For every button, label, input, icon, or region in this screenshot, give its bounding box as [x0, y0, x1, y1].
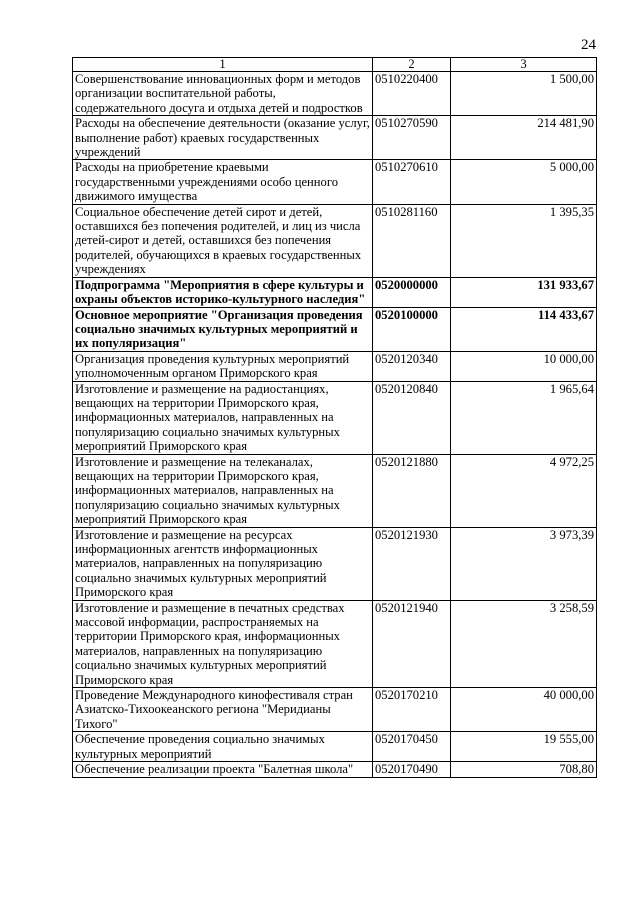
table-row — [73, 116, 597, 160]
row-name-cell: Организация проведения культурных мероприятий уполномоченным органом Приморского края — [73, 351, 373, 381]
table-row — [73, 160, 597, 204]
row-code-cell: 0510270590 — [373, 116, 451, 160]
row-name-cell: Основное мероприятие "Организация проведения социально значимых культурных мероприятий и их популяризация" — [73, 307, 373, 351]
row-amount-cell: 19 555,00 — [451, 732, 597, 762]
row-code-cell: 0520121940 — [373, 600, 451, 687]
row-code-cell: 0520121880 — [373, 454, 451, 527]
column-header-3: 3 — [451, 58, 597, 72]
row-name-cell: Изготовление и размещение на ресурсах информационных агентств информационных материалов, направленных на популяризацию социально значимых культурных мероприятий Приморского края — [73, 527, 373, 600]
table-row — [73, 762, 597, 777]
row-amount-cell: 131 933,67 — [451, 277, 597, 307]
row-code-cell: 0520120840 — [373, 381, 451, 454]
table-header-row — [73, 58, 597, 72]
row-name-cell: Изготовление и размещение на радиостанциях, вещающих на территории Приморского края, информационных материалов, направленных на популяризацию социально значимых культурных мероприятий Приморского края — [73, 381, 373, 454]
row-name-cell: Обеспечение реализации проекта "Балетная школа" — [73, 762, 373, 777]
row-code-cell: 0510220400 — [373, 72, 451, 116]
row-amount-cell: 3 258,59 — [451, 600, 597, 687]
table-row — [73, 600, 597, 687]
row-name-cell: Социальное обеспечение детей сирот и детей, оставшихся без попечения родителей, и лиц из числа детей-сирот и детей, оставшихся без попечения родителей, обучающихся в краевых государственных учреждениях — [73, 204, 373, 277]
row-code-cell: 0520100000 — [373, 307, 451, 351]
row-amount-cell: 708,80 — [451, 762, 597, 777]
table-row — [73, 351, 597, 381]
table-row — [73, 454, 597, 527]
row-name-cell: Обеспечение проведения социально значимых культурных мероприятий — [73, 732, 373, 762]
row-amount-cell: 10 000,00 — [451, 351, 597, 381]
table-row — [73, 381, 597, 454]
row-name-cell: Совершенствование инновационных форм и методов организации воспитательной работы, содержательного досуга и отдыха детей и подростков — [73, 72, 373, 116]
row-name-cell: Проведение Международного кинофестиваля стран Азиатско-Тихоокеанского региона "Меридианы Тихого" — [73, 688, 373, 732]
row-amount-cell: 4 972,25 — [451, 454, 597, 527]
row-amount-cell: 1 965,64 — [451, 381, 597, 454]
row-code-cell: 0520170450 — [373, 732, 451, 762]
row-code-cell: 0520170210 — [373, 688, 451, 732]
budget-table — [72, 57, 597, 778]
column-header-2: 2 — [373, 58, 451, 72]
table-row — [73, 732, 597, 762]
row-amount-cell: 5 000,00 — [451, 160, 597, 204]
table-row — [73, 72, 597, 116]
row-name-cell: Изготовление и размещение в печатных средствах массовой информации, распространяемых на территории Приморского края, информационных материалов, направленных на популяризацию социально значимых культурных мероприятий Приморского края — [73, 600, 373, 687]
row-name-cell: Расходы на обеспечение деятельности (оказание услуг, выполнение работ) краевых государственных учреждений — [73, 116, 373, 160]
row-code-cell: 0520121930 — [373, 527, 451, 600]
page-number: 24 — [581, 37, 596, 53]
row-name-cell: Расходы на приобретение краевыми государственными учреждениями особо ценного движимого имущества — [73, 160, 373, 204]
table-row — [73, 527, 597, 600]
row-code-cell: 0510281160 — [373, 204, 451, 277]
column-header-1: 1 — [73, 58, 373, 72]
table-row — [73, 307, 597, 351]
table-row — [73, 688, 597, 732]
row-code-cell: 0520000000 — [373, 277, 451, 307]
row-code-cell: 0510270610 — [373, 160, 451, 204]
row-code-cell: 0520120340 — [373, 351, 451, 381]
row-amount-cell: 1 395,35 — [451, 204, 597, 277]
row-amount-cell: 1 500,00 — [451, 72, 597, 116]
row-amount-cell: 40 000,00 — [451, 688, 597, 732]
table-row — [73, 277, 597, 307]
row-name-cell: Изготовление и размещение на телеканалах, вещающих на территории Приморского края, информационных материалов, направленных на популяризацию социально значимых культурных мероприятий Приморского края — [73, 454, 373, 527]
row-amount-cell: 3 973,39 — [451, 527, 597, 600]
row-amount-cell: 114 433,67 — [451, 307, 597, 351]
row-name-cell: Подпрограмма "Мероприятия в сфере культуры и охраны объектов историко-культурного наследия" — [73, 277, 373, 307]
table-row — [73, 204, 597, 277]
row-amount-cell: 214 481,90 — [451, 116, 597, 160]
row-code-cell: 0520170490 — [373, 762, 451, 777]
